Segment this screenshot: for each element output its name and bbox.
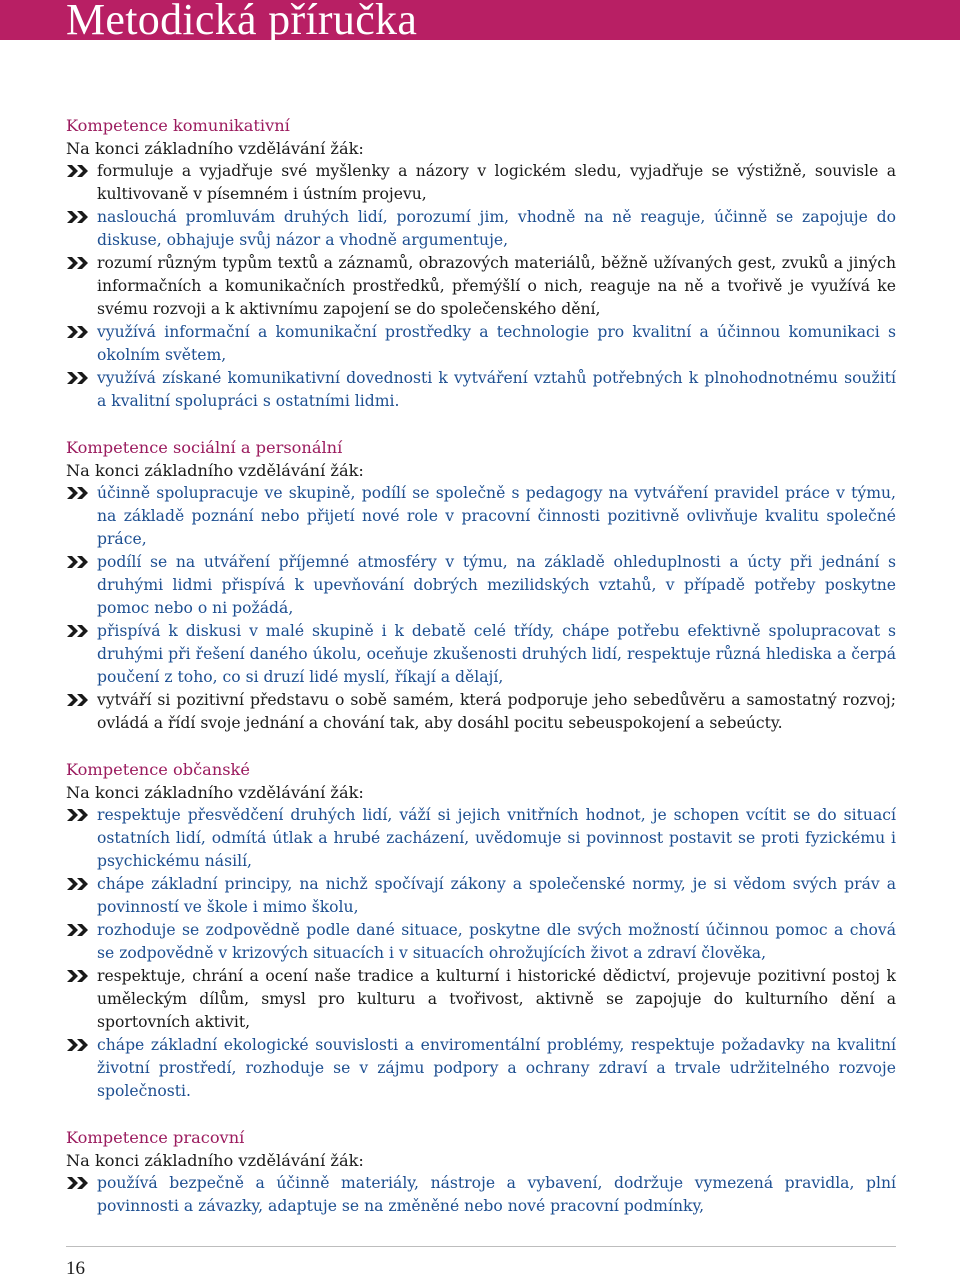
section-title: Kompetence komunikativní — [66, 116, 290, 135]
list-item-text: používá bezpečně a účinně materiály, nástroje a vybavení, dodržuje vymezená pravidla, plní povinnosti a závazky, adaptuje se na změněné nebo nové pracovní podmínky, — [97, 1174, 896, 1215]
list-item-text: účinně spolupracuje ve skupině, podílí se společně s pedagogy na vytváření pravidel práce v týmu, na základě poznání nebo přijetí nové role v pracovní činnosti pozitivně ovlivňuje kvalitu společné práce, — [97, 484, 896, 548]
double-chevron-right-icon — [67, 878, 89, 890]
list-item — [66, 919, 896, 965]
competence-section — [66, 1126, 896, 1218]
list-item — [66, 1034, 896, 1103]
list-item-text: rozumí různým typům textů a záznamů, obrazových materiálů, běžně užívaných gest, zvuků a jiných informačních a komunikačních prostředků, přemýšlí o nich, reaguje na ně a tvořivě je využívá ke svému rozvoji a k aktivnímu zapojení se do společenského dění, — [97, 254, 896, 318]
double-chevron-right-icon — [67, 1039, 89, 1051]
page-title: Metodická příručka — [66, 0, 418, 44]
section-title: Kompetence občanské — [66, 760, 250, 779]
list-item-text: podílí se na utváření příjemné atmosféry v týmu, na základě ohleduplnosti a úcty při jednání s druhými lidmi přispívá k upevňování dobrých mezilidských vztahů, v případě potřeby poskytne pomoc nebo o ni požádá, — [97, 553, 896, 617]
section-intro: Na konci základního vzdělávání žák: — [66, 783, 364, 802]
competence-list — [66, 804, 896, 1103]
list-item — [66, 620, 896, 689]
competence-list — [66, 160, 896, 413]
list-item-text: respektuje přesvědčení druhých lidí, váží si jejich vnitřních hodnot, je schopen vcítit se do situací ostatních lidí, odmítá útlak a hrubé zacházení, uvědomuje si povinnost postavit se proti fyzickému i psychickému násilí, — [97, 806, 896, 870]
list-item — [66, 804, 896, 873]
section-intro: Na konci základního vzdělávání žák: — [66, 461, 364, 480]
footer-divider — [66, 1246, 896, 1247]
list-item-text: přispívá k diskusi v malé skupině i k debatě celé třídy, chápe potřebu efektivně spolupracovat s druhými při řešení daného úkolu, oceňuje zkušenosti druhých lidí, respektuje různá hlediska a čerpá poučení z toho, co si druzí lidé myslí, říkají a dělají, — [97, 622, 896, 686]
competence-list — [66, 482, 896, 735]
list-item — [66, 551, 896, 620]
double-chevron-right-icon — [67, 165, 89, 177]
document-body — [66, 114, 896, 1241]
double-chevron-right-icon — [67, 1177, 89, 1189]
list-item — [66, 367, 896, 413]
list-item — [66, 1172, 896, 1218]
header-bar — [0, 0, 960, 44]
list-item — [66, 873, 896, 919]
list-item — [66, 482, 896, 551]
list-item-text: využívá informační a komunikační prostředky a technologie pro kvalitní a účinnou komunikaci s okolním světem, — [97, 323, 896, 364]
double-chevron-right-icon — [67, 326, 89, 338]
page-number: 16 — [66, 1258, 85, 1279]
double-chevron-right-icon — [67, 694, 89, 706]
competence-section — [66, 114, 896, 413]
list-item-text: využívá získané komunikativní dovednosti k vytváření vztahů potřebných k plnohodnotnému soužití a kvalitní spolupráci s ostatními lidmi. — [97, 369, 896, 410]
double-chevron-right-icon — [67, 625, 89, 637]
competence-list — [66, 1172, 896, 1218]
list-item — [66, 689, 896, 735]
section-title: Kompetence sociální a personální — [66, 438, 343, 457]
double-chevron-right-icon — [67, 211, 89, 223]
list-item — [66, 160, 896, 206]
list-item — [66, 206, 896, 252]
competence-section — [66, 436, 896, 735]
double-chevron-right-icon — [67, 257, 89, 269]
double-chevron-right-icon — [67, 970, 89, 982]
double-chevron-right-icon — [67, 809, 89, 821]
list-item — [66, 252, 896, 321]
section-intro: Na konci základního vzdělávání žák: — [66, 1151, 364, 1170]
list-item-text: naslouchá promluvám druhých lidí, porozumí jim, vhodně na ně reaguje, účinně se zapojuje do diskuse, obhajuje svůj názor a vhodně argumentuje, — [97, 208, 896, 249]
list-item-text: respektuje, chrání a ocení naše tradice a kulturní i historické dědictví, projevuje pozitivní postoj k uměleckým dílům, smysl pro kulturu a tvořivost, aktivně se zapojuje do kulturního dění a sportovních aktivit, — [97, 967, 896, 1031]
competence-section — [66, 758, 896, 1103]
list-item-text: vytváří si pozitivní představu o sobě samém, která podporuje jeho sebedůvěru a samostatný rozvoj; ovládá a řídí svoje jednání a chování tak, aby dosáhl pocitu sebeuspokojení a sebeúcty. — [97, 691, 896, 732]
list-item — [66, 965, 896, 1034]
double-chevron-right-icon — [67, 924, 89, 936]
list-item-text: formuluje a vyjadřuje své myšlenky a názory v logickém sledu, vyjadřuje se výstižně, souvisle a kultivovaně v písemném i ústním projevu, — [97, 162, 896, 203]
list-item-text: rozhoduje se zodpovědně podle dané situace, poskytne dle svých možností účinnou pomoc a chová se zodpovědně v krizových situacích i v situacích ohrožujících život a zdraví člověka, — [97, 921, 896, 962]
section-intro: Na konci základního vzdělávání žák: — [66, 139, 364, 158]
double-chevron-right-icon — [67, 372, 89, 384]
double-chevron-right-icon — [67, 556, 89, 568]
double-chevron-right-icon — [67, 487, 89, 499]
section-title: Kompetence pracovní — [66, 1128, 245, 1147]
list-item-text: chápe základní principy, na nichž spočívají zákony a společenské normy, je si vědom svých práv a povinností ve škole i mimo školu, — [97, 875, 896, 916]
list-item-text: chápe základní ekologické souvislosti a enviromentální problémy, respektuje požadavky na kvalitní životní prostředí, rozhoduje se v zájmu podpory a ochrany zdraví a trvale udržitelného rozvoje společnosti. — [97, 1036, 896, 1100]
list-item — [66, 321, 896, 367]
